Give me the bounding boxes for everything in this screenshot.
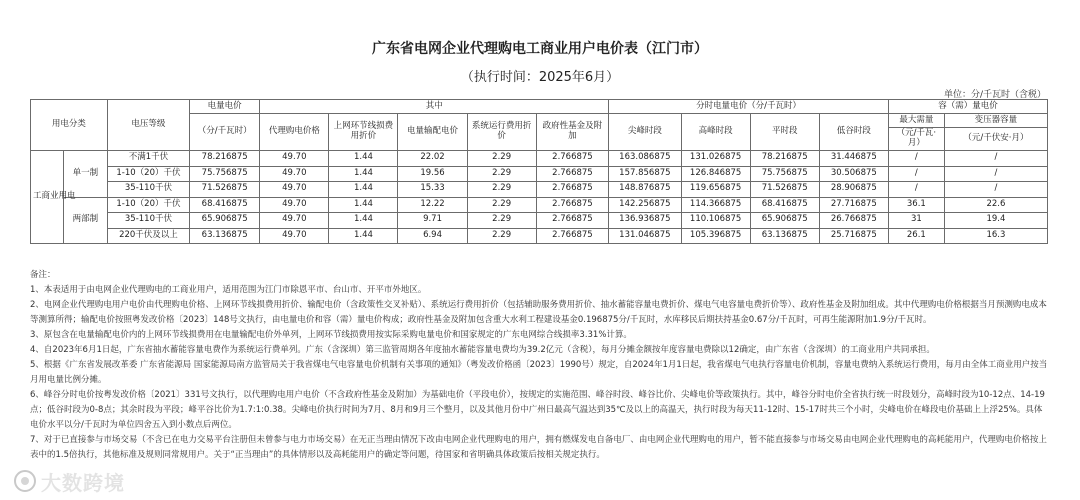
note-item: 7、对于已直接参与市场交易（不含已在电力交易平台注册但未曾参与电力市场交易）在无正当理由情况下改由电网企业代理购电的用户，拥有燃煤发电自备电厂、由电网企业代理购电的用户，暂不能直接参与市场交易由电网企业代理购电的高耗能用户，代理购电价格按上表中的1.5倍执行，其他标准及规则同常规用户。关于“正当理由”的具体情形以及高耗能用户的确定等问题，待国家和省明确具体政策后按相关规定执行。	[30, 435, 1047, 460]
note-item: 2、电网企业代理购电用户电价由代理购电价格、上网环节线损费用折价、输配电价（含政策性交叉补贴）、系统运行费用折价（包括辅助服务费用折价、抽水蓄能容量电费折价、煤电气电容量电费折价等）、政府性基金及附加组成。其中代理购电价格根据当月预测购电成本等测算所得；输配电价按照粤发改价格〔2023〕148号文执行，由电量电价和容（需）量电价构成；政府性基金及附加包含重大水利工程建设基金0.196875分/千瓦时，水库移民后期扶持基金0.67分/千瓦时，可再生能源附加1.9分/千瓦时。	[30, 300, 1047, 325]
cell-energy: 75.756875	[190, 166, 260, 182]
tariff-table	[30, 99, 1048, 244]
cell-peak: 131.026875	[681, 151, 750, 167]
table-row	[31, 182, 1048, 198]
two-part-system-label: 两部制	[63, 197, 107, 244]
cell-agency: 49.70	[260, 182, 329, 198]
table-row	[31, 197, 1048, 213]
cell-valley: 28.906875	[819, 182, 888, 198]
cell-flat: 63.136875	[750, 228, 819, 244]
cell-flat: 75.756875	[750, 166, 819, 182]
cell-peak: 126.846875	[681, 166, 750, 182]
cell-voltage: 35-110千伏	[107, 213, 189, 229]
cell-fund: 2.766875	[536, 151, 608, 167]
watermark	[14, 468, 125, 494]
cell-trans: 15.33	[398, 182, 467, 198]
header-max-demand: 最大需量	[888, 114, 944, 128]
cell-valley: 25.716875	[819, 228, 888, 244]
cell-loss: 1.44	[329, 197, 398, 213]
cell-sharp: 142.256875	[609, 197, 681, 213]
cell-trans: 19.56	[398, 166, 467, 182]
cell-trans: 12.22	[398, 197, 467, 213]
cell-energy: 71.526875	[190, 182, 260, 198]
cell-sharp: 131.046875	[609, 228, 681, 244]
cell-peak: 119.656875	[681, 182, 750, 198]
header-voltage: 电压等级	[107, 100, 189, 151]
cell-sys: 2.29	[467, 151, 536, 167]
note-item: 6、峰谷分时电价按粤发改价格〔2021〕331号文执行，以代理购电用户电价（不含政府性基金及附加）为基础电价（平段电价），按规定的实施范围、峰谷时段、峰谷比价、尖峰电价等政策执行。其中，峰谷分时电价全省执行统一时段划分，高峰时段为10-12点、14-19点；低谷时段为0-8点；其余时段为平段；峰平谷比价为1.7:1:0.38。尖峰电价执行时间为7月、8月和9月三个整月，以及其他月份中广州日最高气温达到35℃及以上的高温天，执行时段为每天11-12时、15-17时共三个小时，尖峰电价在峰段电价基础上上浮25%。具体电价水平以分/千瓦时为单位四舍五入到小数点后两位。	[30, 390, 1045, 430]
header-max-demand-unit: （元/千瓦·月）	[888, 128, 944, 151]
cell-fund: 2.766875	[536, 197, 608, 213]
cell-sharp: 163.086875	[609, 151, 681, 167]
header-category: 用电分类	[31, 100, 108, 151]
cell-agency: 49.70	[260, 213, 329, 229]
cell-sys: 2.29	[467, 182, 536, 198]
cell-peak: 114.366875	[681, 197, 750, 213]
cell-voltage: 不满1千伏	[107, 151, 189, 167]
cell-energy: 63.136875	[190, 228, 260, 244]
header-transformer-unit: （元/千伏安·月）	[944, 128, 1047, 151]
header-capacity-price: 容（需）量电价	[888, 100, 1047, 114]
cell-fund: 2.766875	[536, 228, 608, 244]
header-of-which: 其中	[260, 100, 609, 114]
header-transformer: 变压器容量	[944, 114, 1047, 128]
header-peak: 高峰时段	[681, 114, 750, 151]
cell-sys: 2.29	[467, 197, 536, 213]
note-item: 1、本表适用于由电网企业代理购电的工商业用户，适用范围为江门市除恩平市、台山市、开平市外地区。	[30, 285, 427, 295]
header-transmission: 电量输配电价	[398, 114, 467, 151]
cell-voltage: 35-110千伏	[107, 182, 189, 198]
header-energy-price: 电量电价	[190, 100, 260, 114]
header-peak-sharp: 尖峰时段	[609, 114, 681, 151]
cell-valley: 31.446875	[819, 151, 888, 167]
cell-voltage: 1-10（20）千伏	[107, 166, 189, 182]
unit-label: 单位：分/千瓦时（含税）	[943, 90, 1046, 100]
cell-trans: 9.71	[398, 213, 467, 229]
page-title: 广东省电网企业代理购电工商业用户电价表（江门市）	[372, 41, 708, 57]
cell-loss: 1.44	[329, 151, 398, 167]
cell-transformer: /	[944, 151, 1047, 167]
cell-loss: 1.44	[329, 228, 398, 244]
cell-peak: 110.106875	[681, 213, 750, 229]
header-flat: 平时段	[750, 114, 819, 151]
notes-section	[30, 268, 1050, 463]
cell-demand: 26.1	[888, 228, 944, 244]
watermark-logo-icon	[14, 470, 36, 492]
cell-transformer: 19.4	[944, 213, 1047, 229]
cell-sharp: 136.936875	[609, 213, 681, 229]
cell-sharp: 157.856875	[609, 166, 681, 182]
cell-valley: 27.716875	[819, 197, 888, 213]
cell-trans: 22.02	[398, 151, 467, 167]
cell-voltage: 220千伏及以上	[107, 228, 189, 244]
cell-demand: 31	[888, 213, 944, 229]
cell-transformer: /	[944, 182, 1047, 198]
cell-valley: 30.506875	[819, 166, 888, 182]
cell-sys: 2.29	[467, 213, 536, 229]
header-system-op: 系统运行费用折价	[467, 114, 536, 151]
cell-transformer: 22.6	[944, 197, 1047, 213]
group-label: 工商业用电	[31, 151, 64, 244]
note-item: 3、原包含在电量输配电价内的上网环节线损费用在电量输配电价外单列，上网环节线损费用按实际采购电量电价和国家规定的广东电网综合线损率3.31%计算。	[30, 330, 632, 340]
header-grid-loss: 上网环节线损费用折价	[329, 114, 398, 151]
cell-peak: 105.396875	[681, 228, 750, 244]
cell-agency: 49.70	[260, 197, 329, 213]
notes-heading: 备注：	[30, 270, 56, 280]
cell-agency: 49.70	[260, 151, 329, 167]
cell-fund: 2.766875	[536, 182, 608, 198]
cell-trans: 6.94	[398, 228, 467, 244]
cell-flat: 68.416875	[750, 197, 819, 213]
note-item: 4、自2023年6月1日起，广东省抽水蓄能容量电费作为系统运行费单列。广东（含深圳）第三监管周期各年度抽水蓄能容量电费均为39.2亿元（含税），每月分摊金额按年度容量电费除以12确定，由广东省（含深圳）的工商业用户共同承担。	[30, 345, 935, 355]
header-agency: 代理购电价格	[260, 114, 329, 151]
cell-loss: 1.44	[329, 213, 398, 229]
header-tou-price: 分时电量电价（分/千瓦时）	[609, 100, 889, 114]
table-row	[31, 213, 1048, 229]
table-row	[31, 228, 1048, 244]
table-row	[31, 151, 1048, 167]
cell-transformer: 16.3	[944, 228, 1047, 244]
cell-demand: /	[888, 151, 944, 167]
table-row	[31, 166, 1048, 182]
cell-demand: 36.1	[888, 197, 944, 213]
note-item: 5、根据《广东省发展改革委 广东省能源局 国家能源局南方监管局关于我省煤电气电容量电价机制有关事项的通知》（粤发改价格函〔2023〕1990号）规定，自2024年1月1日起，我省煤电气电执行容量电价机制，容量电费纳入系统运行费用，每月由全体工商业用户按当月用电量比例分摊。	[30, 360, 1048, 385]
cell-agency: 49.70	[260, 228, 329, 244]
cell-sharp: 148.876875	[609, 182, 681, 198]
cell-sys: 2.29	[467, 166, 536, 182]
watermark-text: 大数跨境	[41, 470, 125, 495]
header-energy-unit: （分/千瓦时）	[190, 114, 260, 151]
cell-energy: 78.216875	[190, 151, 260, 167]
cell-demand: /	[888, 166, 944, 182]
cell-agency: 49.70	[260, 166, 329, 182]
cell-flat: 71.526875	[750, 182, 819, 198]
header-gov-fund: 政府性基金及附加	[536, 114, 608, 151]
cell-fund: 2.766875	[536, 213, 608, 229]
cell-loss: 1.44	[329, 182, 398, 198]
cell-energy: 68.416875	[190, 197, 260, 213]
header-valley: 低谷时段	[819, 114, 888, 151]
tariff-body	[31, 151, 1048, 244]
cell-fund: 2.766875	[536, 166, 608, 182]
cell-valley: 26.766875	[819, 213, 888, 229]
cell-flat: 78.216875	[750, 151, 819, 167]
cell-loss: 1.44	[329, 166, 398, 182]
cell-transformer: /	[944, 166, 1047, 182]
cell-flat: 65.906875	[750, 213, 819, 229]
page-subtitle: （执行时间：2025年6月）	[460, 70, 620, 85]
cell-sys: 2.29	[467, 228, 536, 244]
cell-energy: 65.906875	[190, 213, 260, 229]
cell-voltage: 1-10（20）千伏	[107, 197, 189, 213]
cell-demand: /	[888, 182, 944, 198]
single-system-label: 单一制	[63, 151, 107, 198]
